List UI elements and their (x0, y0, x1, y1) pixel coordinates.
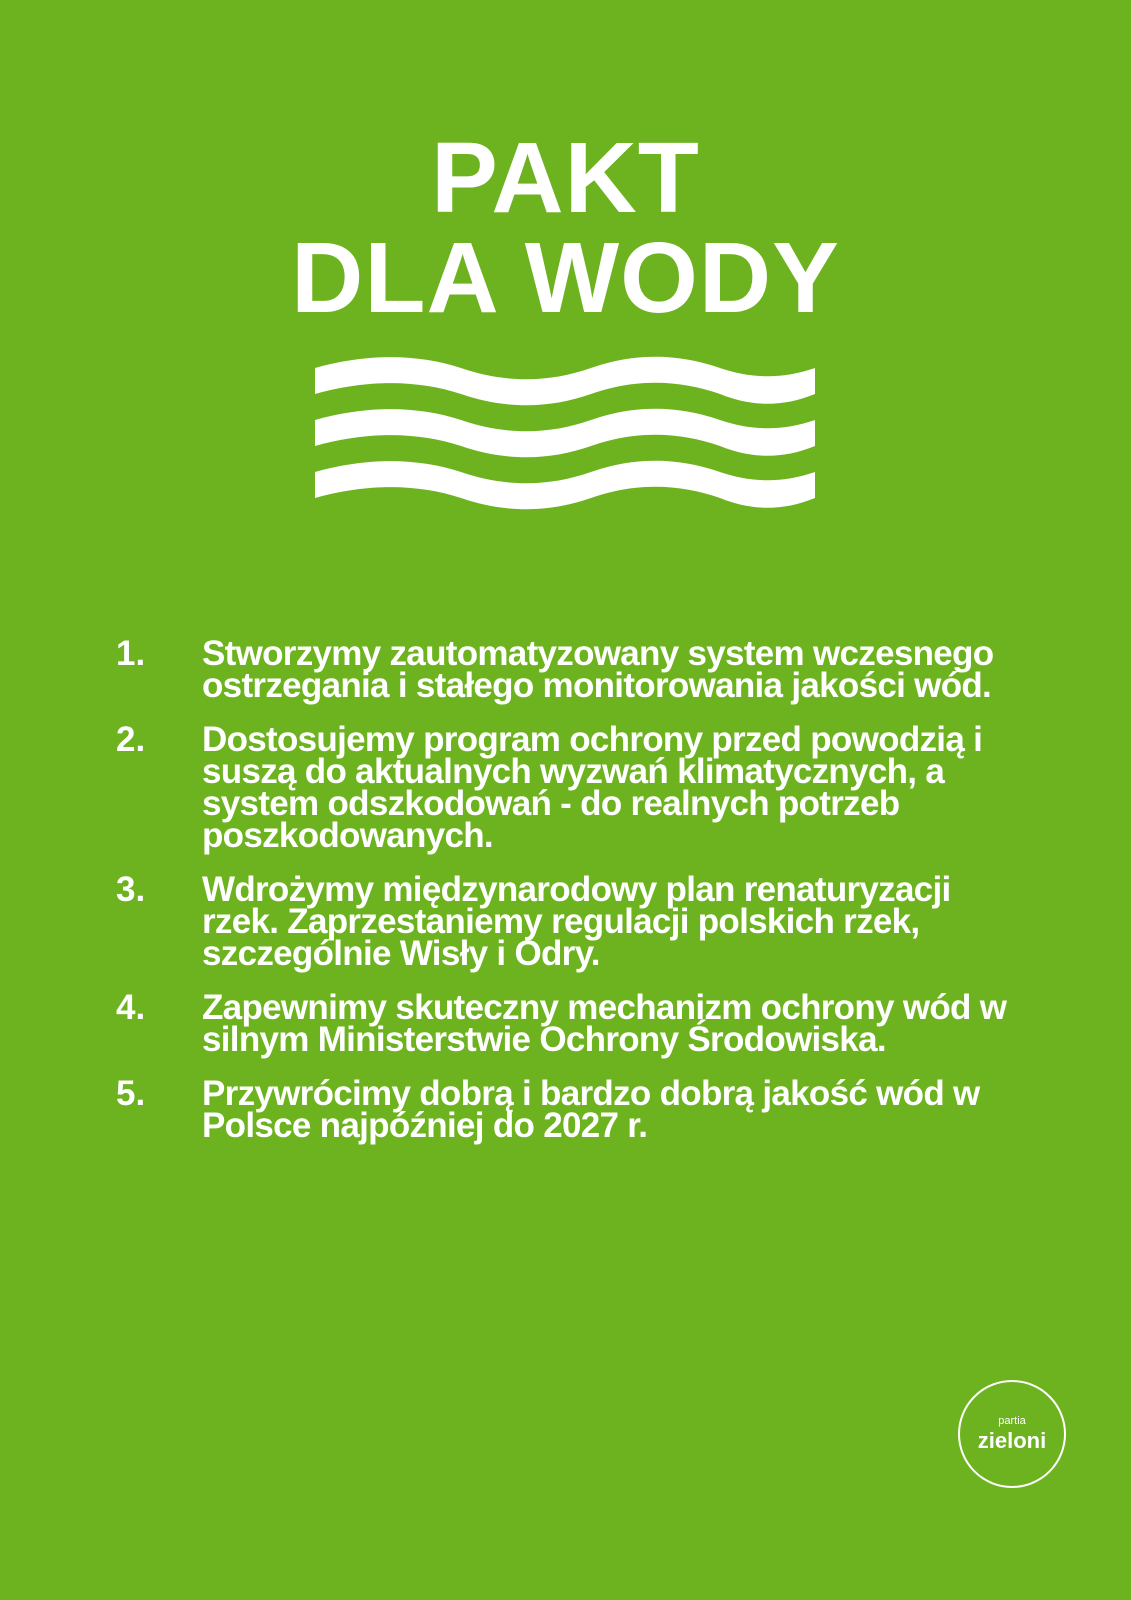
pledge-item (116, 720, 1036, 855)
logo-party-label: partia (998, 1415, 1026, 1427)
pledge-text: Dostosujemy program ochrony przed powodzią i suszą do aktualnych wyzwań klimatycznych, a system odszkodowań - do realnych potrzeb poszkodowanych. (202, 720, 983, 855)
logo-party-name: zieloni (977, 1428, 1047, 1453)
pledge-item (116, 1074, 1036, 1145)
pledge-list (116, 634, 1036, 1164)
partia-zieloni-logo (958, 1380, 1066, 1488)
pledge-text: Stworzymy zautomatyzowany system wczesnego ostrzegania i stałego monitorowania jakości wód. (202, 634, 994, 705)
water-waves-icon (315, 355, 815, 515)
pledge-number: 4. (116, 988, 146, 1027)
pledge-item (116, 988, 1036, 1059)
title-line-dla-wody: DLA WODY (291, 222, 840, 334)
pledge-number: 2. (116, 720, 146, 759)
title-line-pakt: PAKT (431, 122, 700, 234)
pledge-item (116, 634, 1036, 705)
pledge-text: Przywrócimy dobrą i bardzo dobrą jakość wód w Polsce najpóźniej do 2027 r. (202, 1074, 980, 1145)
pledge-text: Wdrożymy międzynarodowy plan renaturyzacji rzek. Zaprzestaniemy regulacji polskich rzek, szczególnie Wisły i Odry. (202, 870, 951, 973)
pledge-number: 1. (116, 634, 146, 673)
pledge-number: 3. (116, 870, 146, 909)
poster-title (0, 122, 1131, 334)
pledge-item (116, 870, 1036, 973)
pledge-number: 5. (116, 1074, 146, 1113)
pledge-text: Zapewnimy skuteczny mechanizm ochrony wód w silnym Ministerstwie Ochrony Środowiska. (202, 988, 1007, 1059)
